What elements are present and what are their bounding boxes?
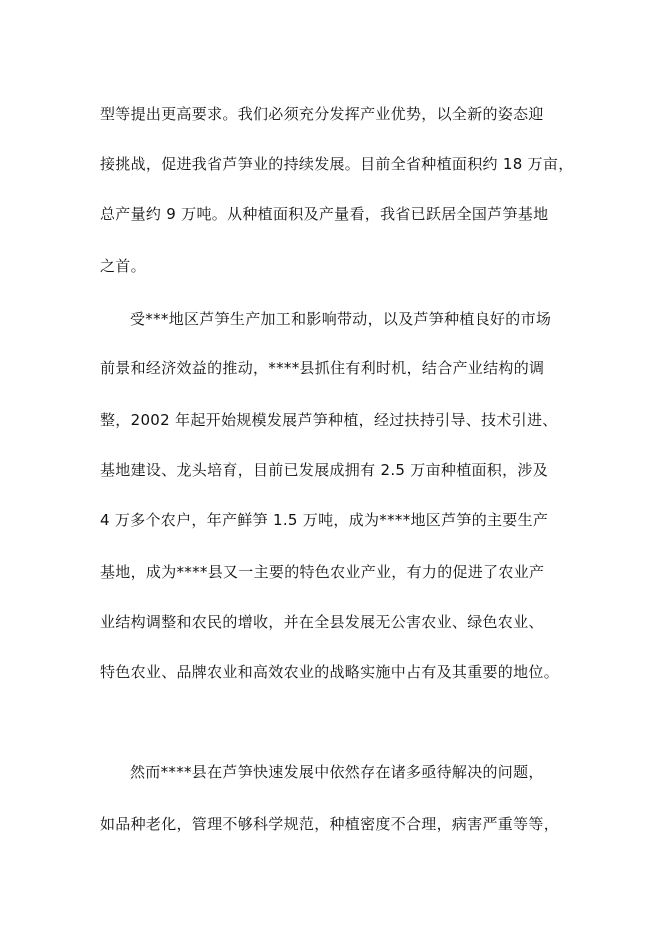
text-line: 之首。 [100, 257, 146, 275]
text-line: 特色农业、品牌农业和高效农业的战略实施中占有及其重要的地位。 [100, 663, 560, 681]
text-line: 基地，成为****县又一主要的特色农业产业，有力的促进了农业产 [100, 563, 545, 581]
text-line: 受***地区芦笋生产加工和影响带动，以及芦笋种植良好的市场 [130, 310, 552, 328]
text-line: 型等提出更高要求。我们必须充分发挥产业优势，以全新的姿态迎 [100, 105, 544, 123]
text-line: 如品种老化，管理不够科学规范，种植密度不合理，病害严重等等， [100, 815, 560, 833]
text-line: 然而****县在芦笋快速发展中依然存在诸多亟待解决的问题， [130, 763, 544, 781]
text-line: 整，2002 年起开始规模发展芦笋种植，经过扶持引导、技术引进、 [100, 411, 558, 429]
text-line: 接挑战，促进我省芦笋业的持续发展。目前全省种植面积约 18 万亩， [100, 155, 574, 173]
text-line: 总产量约 9 万吨。从种植面积及产量看，我省已跃居全国芦笋基地 [100, 205, 549, 223]
text-line: 业结构调整和农民的增收，并在全县发展无公害农业、绿色农业、 [100, 613, 544, 631]
text-line: 基地建设、龙头培育，目前已发展成拥有 2.5 万亩种植面积，涉及 [100, 461, 548, 479]
text-line: 4 万多个农户，年产鲜笋 1.5 万吨，成为****地区芦笋的主要生产 [100, 511, 549, 529]
text-line: 前景和经济效益的推动，****县抓住有利时机，结合产业结构的调 [100, 359, 545, 377]
